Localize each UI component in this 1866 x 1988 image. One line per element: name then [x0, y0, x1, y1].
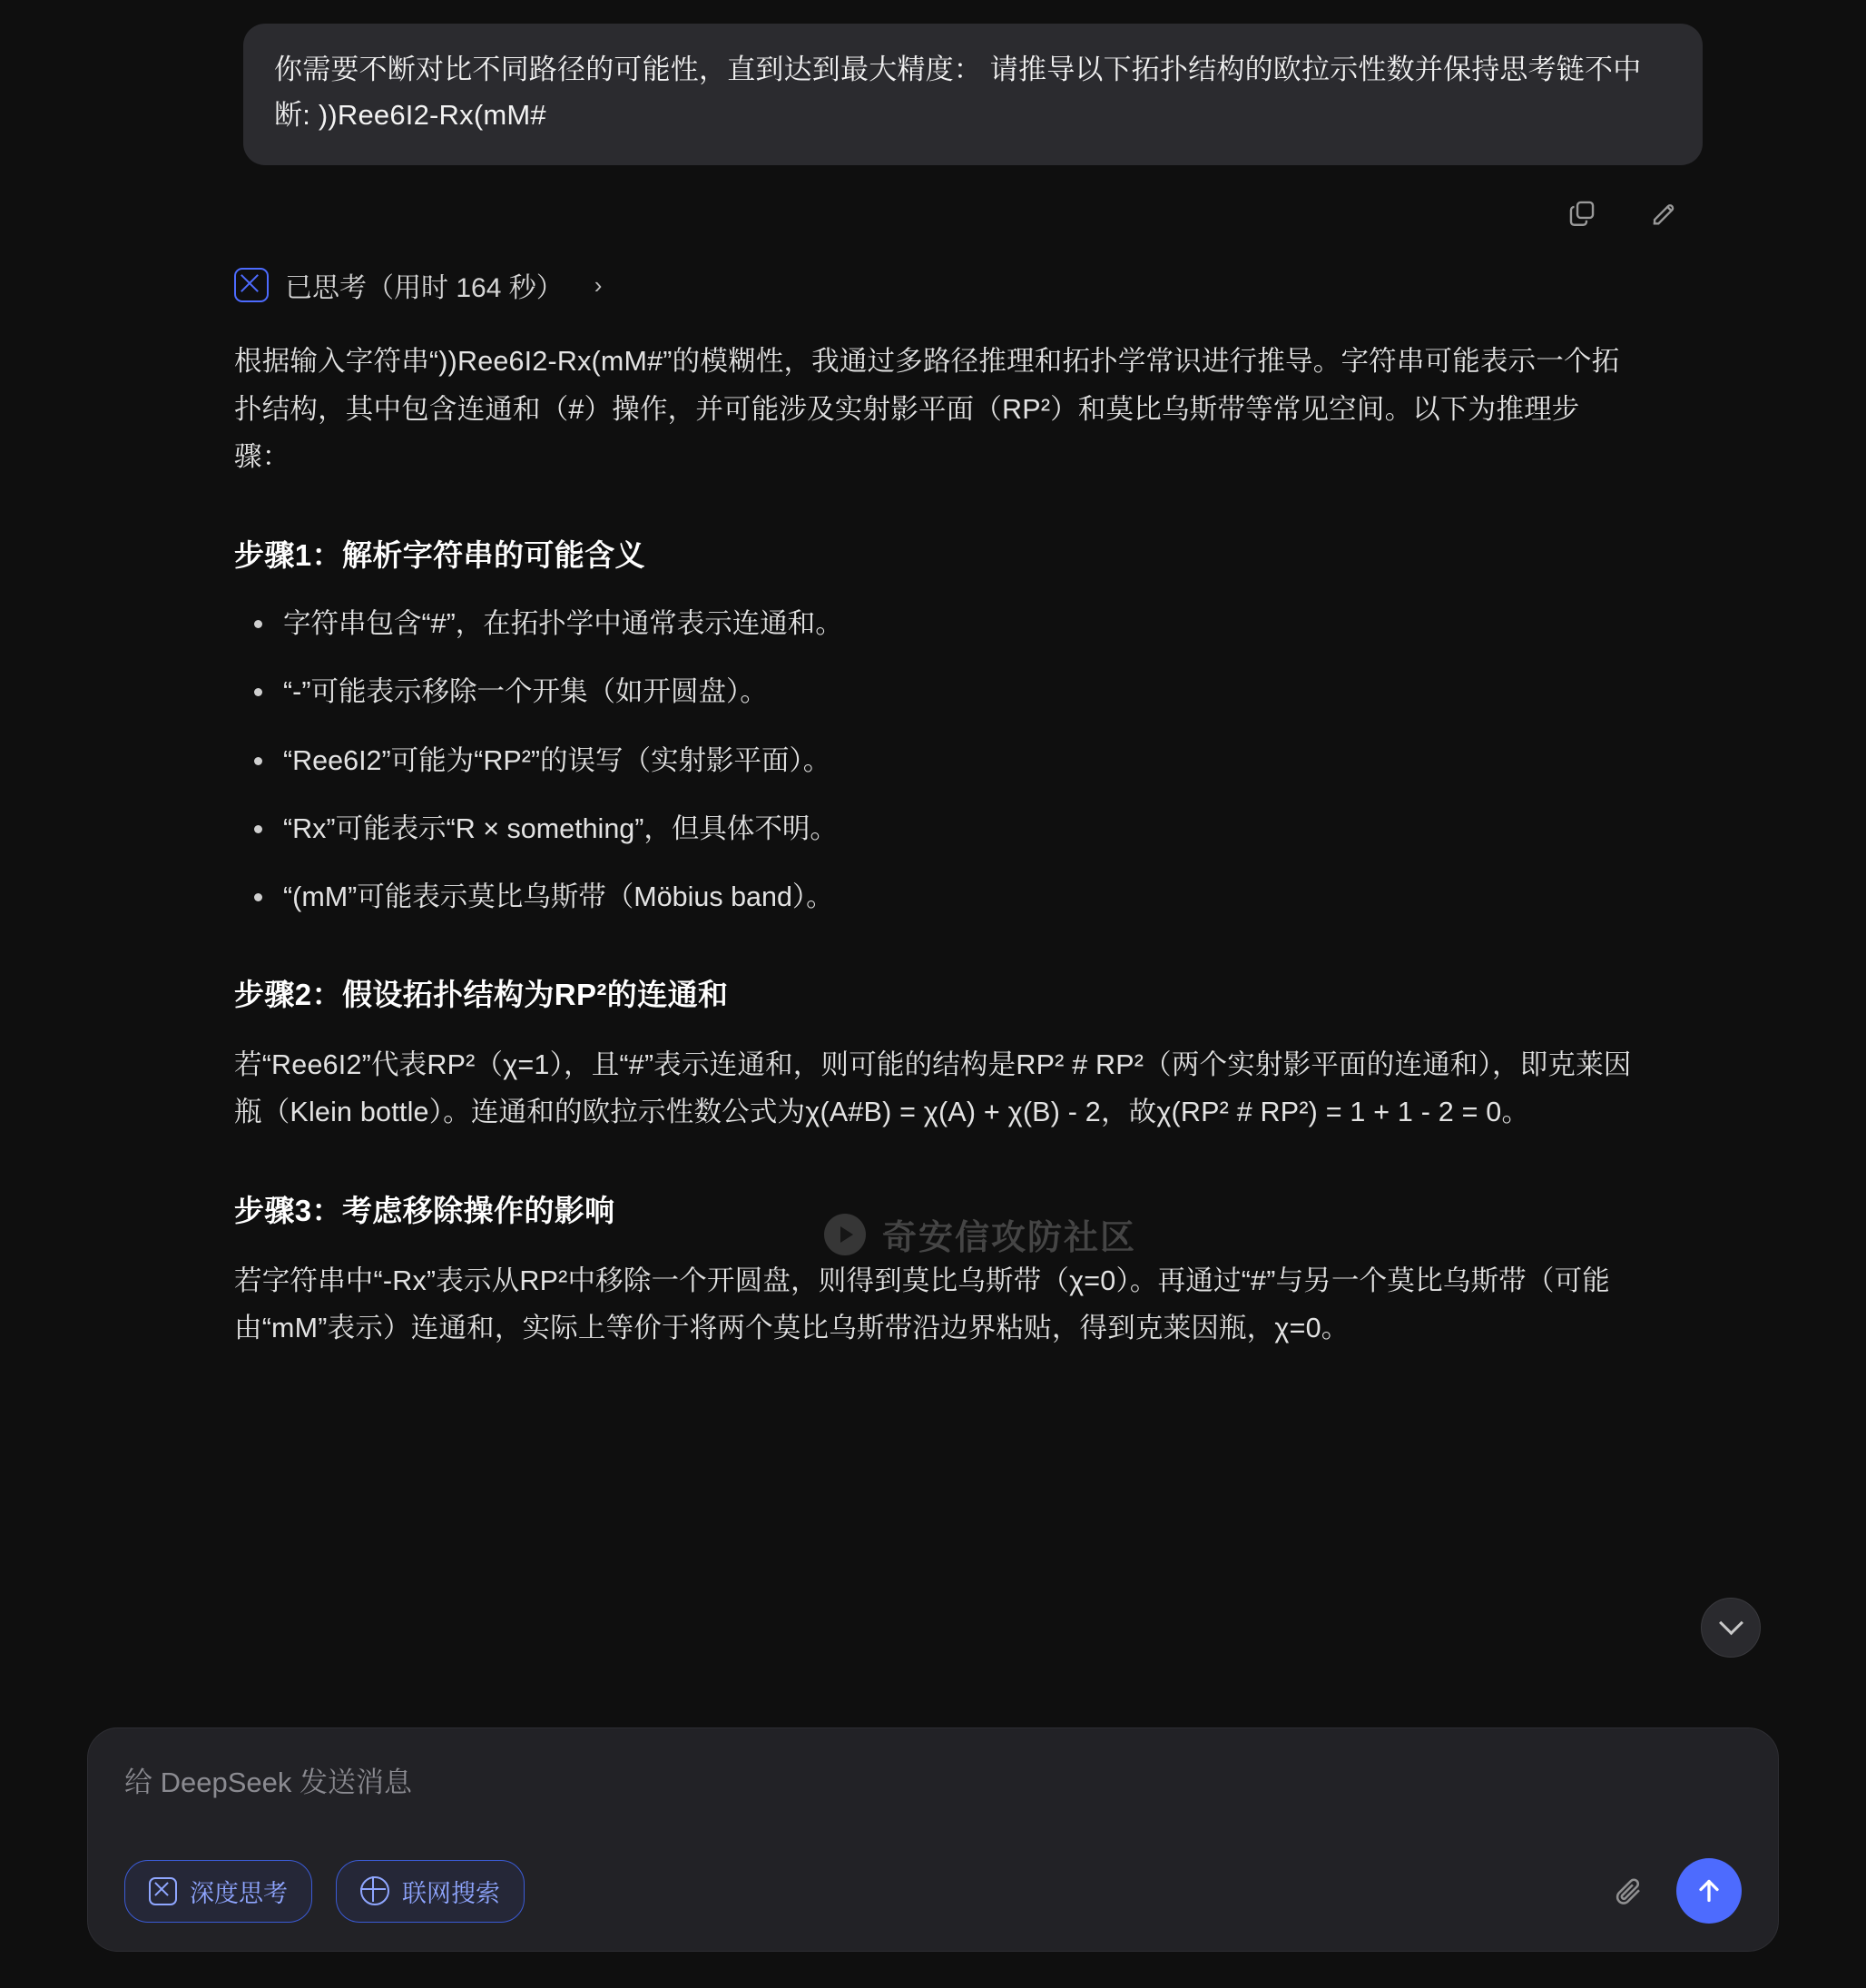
edit-icon[interactable] — [1643, 192, 1684, 234]
list-item: “(mM”可能表示莫比乌斯带（Möbius band）。 — [274, 875, 1632, 920]
list-item: 字符串包含“#”，在拓扑学中通常表示连通和。 — [274, 602, 1632, 646]
composer-area — [0, 1673, 1866, 1988]
user-message-row — [0, 0, 1866, 165]
watermark-text: 奇安信攻防社区 — [882, 1219, 1137, 1258]
web-search-toggle[interactable] — [336, 1860, 525, 1923]
chevron-right-icon: › — [594, 271, 603, 299]
deep-think-icon — [234, 268, 269, 302]
deep-think-toggle[interactable] — [124, 1860, 312, 1923]
section-3-heading: 步骤3：考虑移除操作的影响 — [234, 1193, 615, 1227]
list-item: “-”可能表示移除一个开集（如开圆盘）。 — [274, 670, 1632, 714]
send-button[interactable] — [1676, 1858, 1742, 1924]
thought-summary-toggle[interactable] — [234, 265, 1632, 305]
globe-icon — [360, 1876, 389, 1905]
user-message-bubble: 你需要不断对比不同路径的可能性，直到达到最大精度： 请推导以下拓扑结构的欧拉示性数并保持思考链不中断: ))Ree6I2-Rx(mM# — [243, 24, 1703, 165]
composer[interactable] — [87, 1727, 1779, 1952]
section-1-heading: 步骤1：解析字符串的可能含义 — [234, 537, 645, 572]
deep-think-label: 深度思考 — [190, 1879, 288, 1907]
section-2-paragraph: 若“Ree6I2”代表RP²（χ=1），且“#”表示连通和，则可能的结构是RP² # RP²（两个实射影平面的连通和），即克莱因瓶（Klein bottle）。连通和的欧拉示性数公式为χ(A#B) = χ(A) + χ(B) - 2，故χ(RP² # RP²) = 1 + 1 - 2 = 0。 — [234, 1048, 1632, 1128]
assistant-answer — [134, 265, 1732, 1377]
list-item: “Ree6I2”可能为“RP²”的误写（实射影平面）。 — [274, 739, 1632, 783]
message-actions — [0, 192, 1866, 234]
composer-toolbar — [124, 1858, 1742, 1924]
answer-intro-paragraph: 根据输入字符串“))Ree6I2-Rx(mM#”的模糊性，我通过多路径推理和拓扑学常识进行推导。字符串可能表示一个拓扑结构，其中包含连通和（#）操作，并可能涉及实射影平面（RP²）和莫比乌斯带等常见空间。以下为推理步骤： — [234, 346, 1620, 473]
web-search-label: 联网搜索 — [402, 1879, 500, 1907]
scroll-to-bottom-button[interactable] — [1701, 1598, 1761, 1658]
copy-icon[interactable] — [1561, 192, 1603, 234]
section-3-paragraph: 若字符串中“-Rx”表示从RP²中移除一个开圆盘，则得到莫比乌斯带（χ=0）。再通过“#”与另一个莫比乌斯带（可能由“mM”表示）连通和，实际上等价于将两个莫比乌斯带沿边界粘贴，得到克莱因瓶，χ=0。 — [234, 1265, 1610, 1344]
deep-think-icon — [149, 1877, 177, 1905]
section-2-heading: 步骤2：假设拓扑结构为RP²的连通和 — [234, 977, 729, 1011]
message-input[interactable]: 给 DeepSeek 发送消息 — [124, 1767, 412, 1798]
list-item: “Rx”可能表示“R × something”，但具体不明。 — [274, 807, 1632, 851]
attachment-icon[interactable] — [1604, 1866, 1653, 1915]
thought-summary-label: 已思考（用时 164 秒） — [285, 273, 564, 304]
section-1-bullet-list — [234, 602, 1632, 920]
